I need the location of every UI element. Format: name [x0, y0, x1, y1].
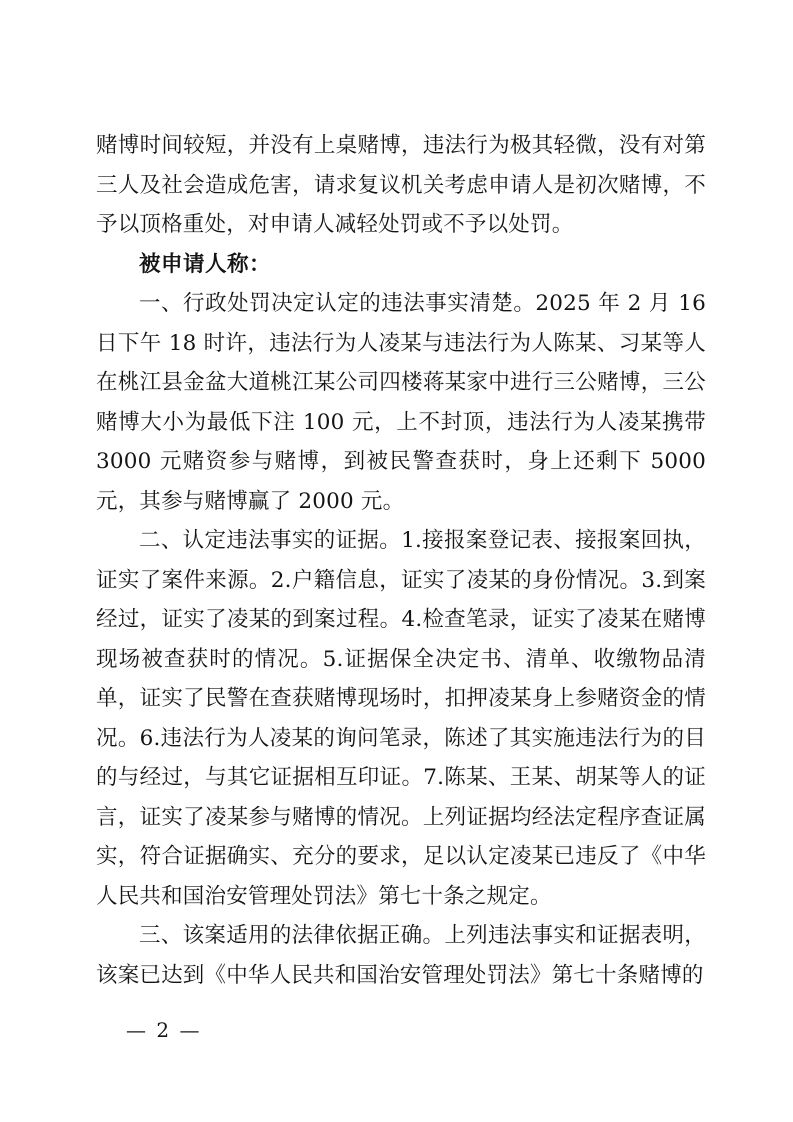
page-number: — 2 —: [126, 1018, 202, 1042]
heading-respondent-statement: 被申请人称：: [139, 251, 272, 277]
paragraph-evidence-point-two: 二、认定违法事实的证据。1.接报案登记表、接报案回执，证实了案件来源。2.户籍信息，证实了凌某的身份情况。3.到案经过，证实了凌某的到案过程。4.检查笔录，证实了凌某在赌博现场被查获时的情况。5.证据保全决定书、清单、收缴物品清单，证实了民警在查获赌博现场时，扣押凌某身上参赌资金的情况。6.违法行为人凌某的询问笔录，陈述了其实施违法行为的目的与经过，与其它证据相互印证。7.陈某、王某、胡某等人的证言，证实了凌某参与赌博的情况。上列证据均经法定程序查证属实，符合证据确实、充分的要求，足以认定凌某已违反了《中华人民共和国治安管理处罚法》第七十条之规定。: [96, 528, 706, 909]
document-body: [96, 126, 706, 995]
paragraph-law-basis-point-three: 三、该案适用的法律依据正确。上列违法事实和证据表明，该案已达到《中华人民共和国治安管理处罚法》第七十条赌博的: [96, 923, 706, 988]
paragraph-continuation: 赌博时间较短，并没有上桌赌博，违法行为极其轻微，没有对第三人及社会造成危害，请求复议机关考虑申请人是初次赌博，不予以顶格重处，对申请人减轻处罚或不予以处罚。: [96, 133, 706, 237]
paragraph-facts-point-one: 一、行政处罚决定认定的违法事实清楚。2025 年 2 月 16 日下午 18 时许，违法行为人凌某与违法行为人陈某、习某等人在桃江县金盆大道桃江某公司四楼蒋某家中进行三公赌博，三公赌博大小为最低下注 100 元，上不封顶，违法行为人凌某携带 3000 元赌资参与赌博，到被民警查获时，身上还剩下 5000 元，其参与赌博赢了 2000 元。: [96, 291, 706, 514]
